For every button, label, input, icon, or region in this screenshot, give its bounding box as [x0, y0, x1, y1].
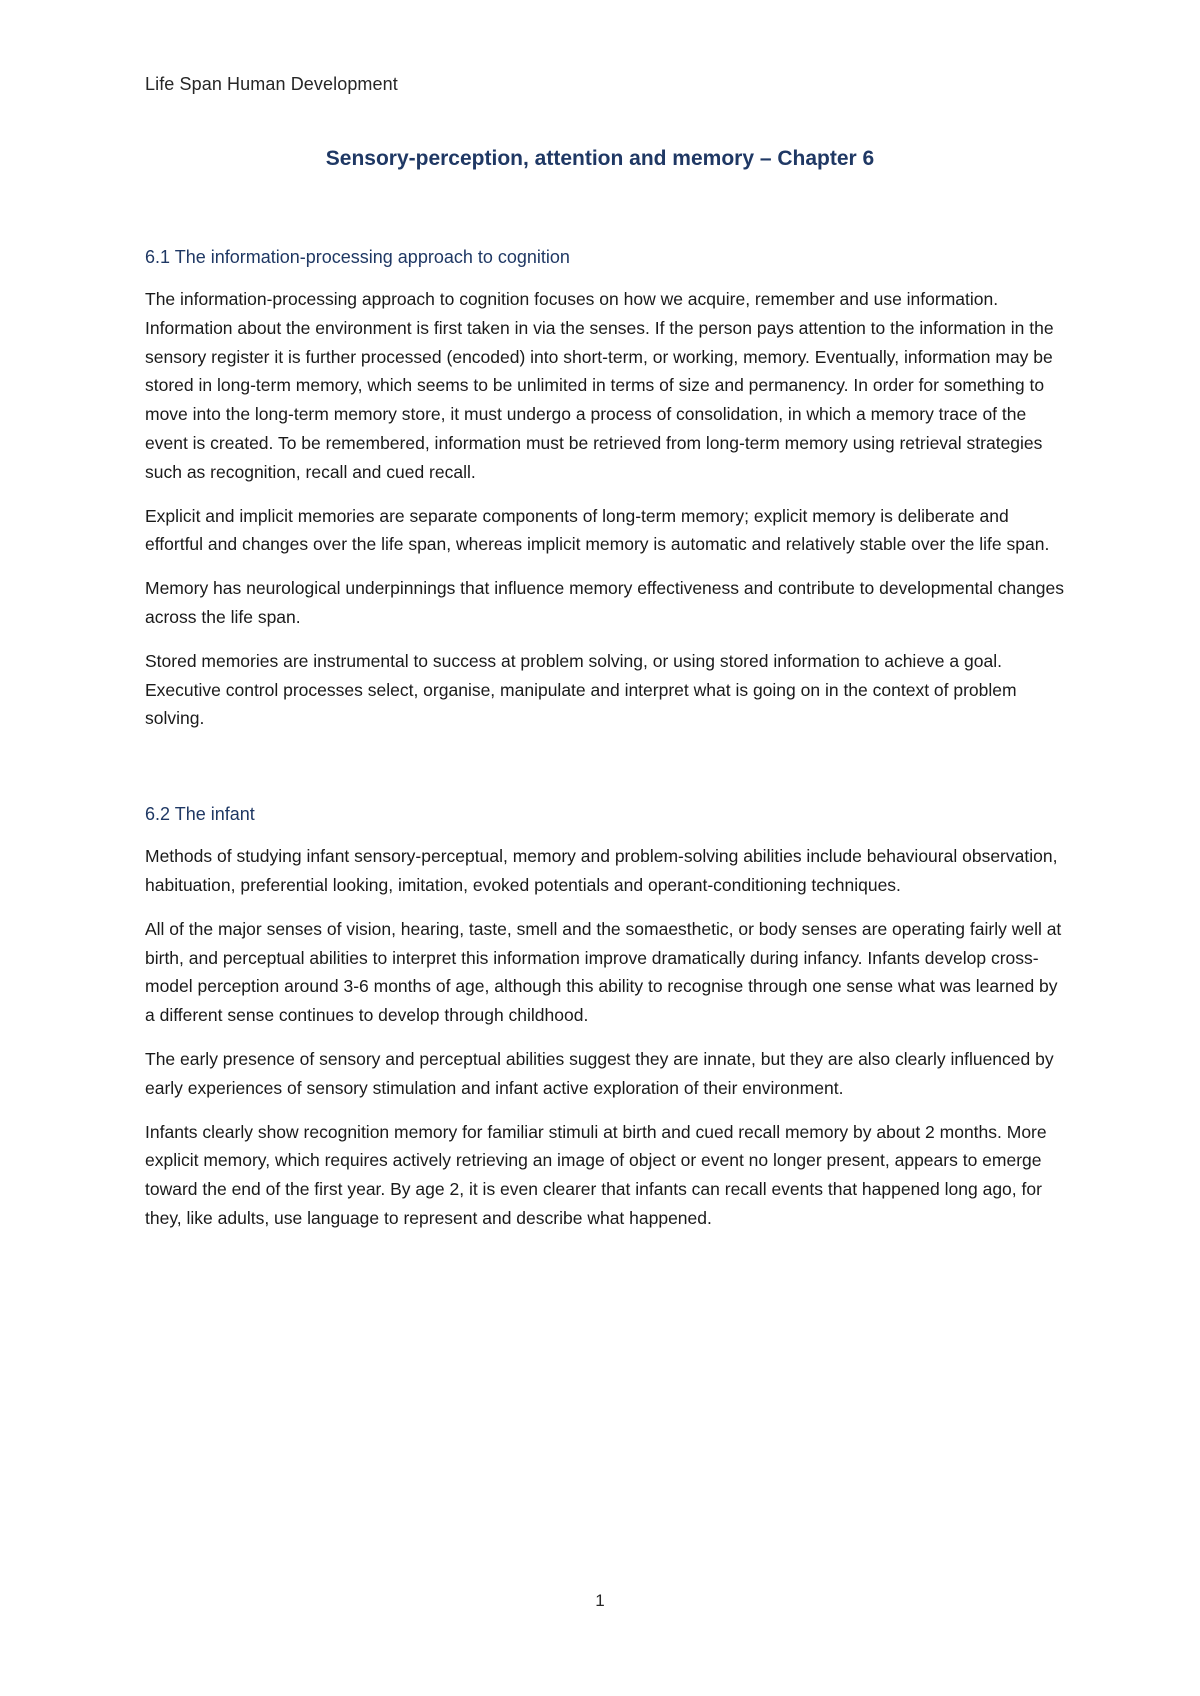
- section-heading: 6.2 The infant: [145, 804, 255, 825]
- section-6-1: [145, 243, 1065, 733]
- paragraph: Memory has neurological underpinnings that influence memory effectiveness and contribute to developmental changes across the life span.: [145, 578, 1064, 627]
- document-body: [145, 243, 1065, 1248]
- page-title: Sensory-perception, attention and memory – Chapter 6: [325, 147, 875, 170]
- section-heading: 6.1 The information-processing approach to cognition: [145, 247, 570, 267]
- paragraph: Infants clearly show recognition memory for familiar stimuli at birth and cued recall memory by about 2 months. More explicit memory, which requires actively retrieving an image of object or event no longer present, appears to emerge toward the end of the first year. By age 2, it is even clearer that infants can recall events that happened long ago, for they, like adults, use language to represent and describe what happened.: [145, 1121, 1047, 1228]
- section-spacer: [145, 748, 1065, 800]
- running-header: Life Span Human Development: [145, 74, 398, 94]
- paragraph: The information-processing approach to cognition focuses on how we acquire, remember and use information. Information about the environment is first taken in via the senses. If the person pays attention to the information in the sensory register it is further processed (encoded) into short-term, or working, memory. Eventually, information may be stored in long-term memory, which seems to be unlimited in terms of size and permanency. In order for something to move into the long-term memory store, it must undergo a process of consolidation, in which a memory trace of the event is created. To be remembered, information must be retrieved from long-term memory using retrieval strategies such as recognition, recall and cued recall.: [145, 289, 1054, 482]
- paragraph: Explicit and implicit memories are separate components of long-term memory; explicit memory is deliberate and effortful and changes over the life span, whereas implicit memory is automatic and relatively stable over the life span.: [145, 505, 1050, 555]
- paragraph: Methods of studying infant sensory-perceptual, memory and problem-solving abilities include behavioural observation, habituation, preferential looking, imitation, evoked potentials and operant-conditioning techniques.: [145, 846, 1058, 895]
- paragraph: Stored memories are instrumental to success at problem solving, or using stored information to achieve a goal. Executive control processes select, organise, manipulate and interpret what is going on in the context of problem solving.: [145, 650, 1017, 729]
- paragraph: The early presence of sensory and perceptual abilities suggest they are innate, but they are also clearly influenced by early experiences of sensory stimulation and infant active exploration of their environment.: [145, 1048, 1054, 1098]
- paragraph: All of the major senses of vision, hearing, taste, smell and the somaesthetic, or body senses are operating fairly well at birth, and perceptual abilities to interpret this information improve dramatically during infancy. Infants develop cross-model perception around 3-6 months of age, although this ability to recognise through one sense what was learned by a different sense continues to develop through childhood.: [145, 918, 1062, 1026]
- page-number: 1: [595, 1591, 605, 1610]
- section-6-2: [145, 800, 1065, 1233]
